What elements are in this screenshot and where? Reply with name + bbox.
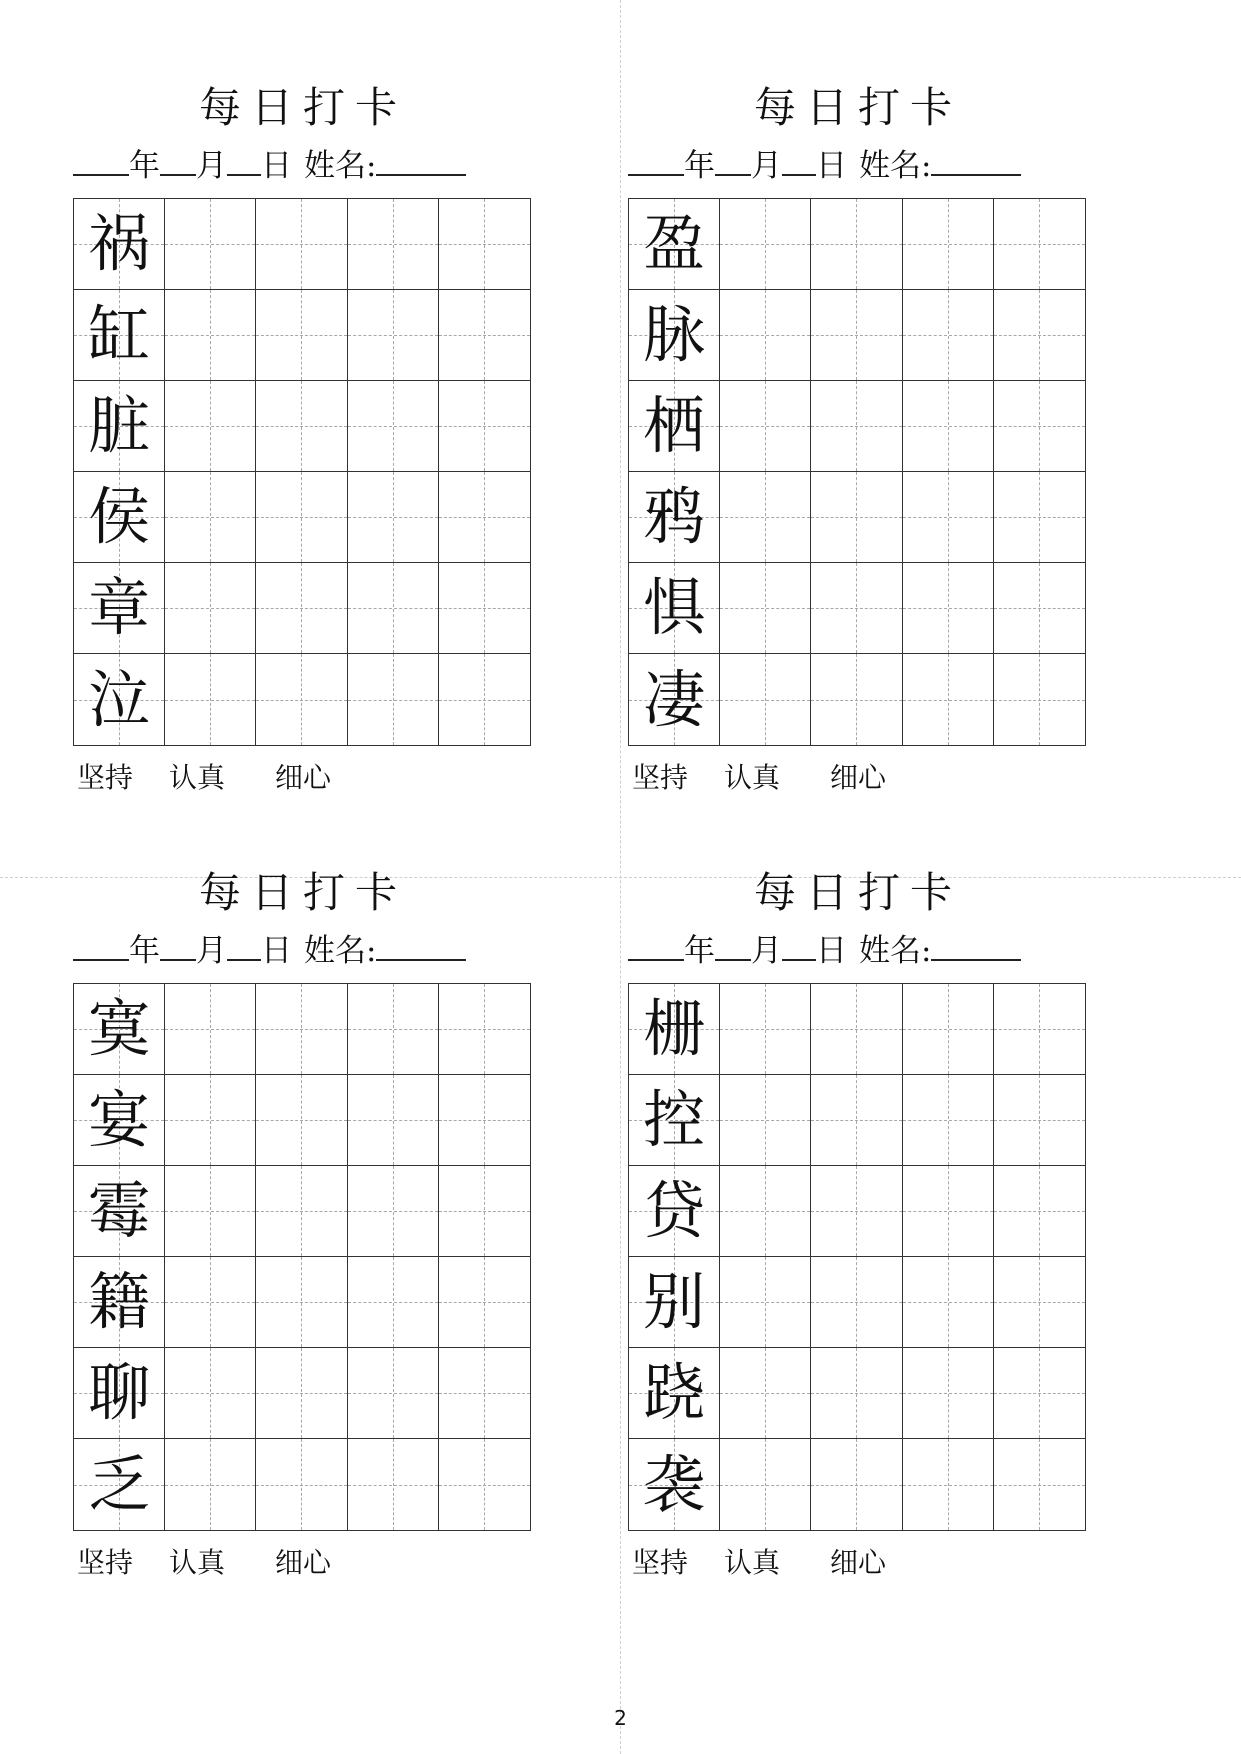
practice-cell[interactable]: [811, 1348, 902, 1439]
day-blank[interactable]: [227, 146, 261, 176]
practice-cell[interactable]: [994, 381, 1085, 472]
practice-cell[interactable]: [256, 563, 347, 654]
motto-word: 坚持: [632, 1546, 689, 1579]
model-character-cell: [74, 472, 165, 563]
practice-cell[interactable]: [256, 1439, 347, 1530]
model-character: 贷: [643, 1174, 706, 1247]
model-character-cell: [74, 654, 165, 745]
practice-cell[interactable]: [165, 1075, 256, 1166]
practice-cell[interactable]: [994, 1075, 1085, 1166]
model-character-cell: [629, 654, 720, 745]
motto-line: [628, 1545, 1088, 1581]
practice-cell[interactable]: [994, 290, 1085, 381]
month-label: 月: [196, 933, 227, 969]
practice-cell[interactable]: [720, 563, 811, 654]
model-character: 缸: [88, 298, 151, 371]
practice-cell[interactable]: [348, 1257, 439, 1348]
practice-cell[interactable]: [903, 381, 994, 472]
model-character: 章: [88, 571, 151, 644]
month-label: 月: [751, 148, 782, 184]
practice-cell[interactable]: [256, 1166, 347, 1257]
practice-cell[interactable]: [811, 199, 902, 290]
practice-cell[interactable]: [903, 199, 994, 290]
practice-cell[interactable]: [811, 1075, 902, 1166]
model-character-cell: [629, 1166, 720, 1257]
model-character: 控: [643, 1083, 706, 1156]
name-label: 姓名:: [304, 148, 377, 184]
worksheet-card: [628, 785, 1088, 1579]
year-blank[interactable]: [628, 146, 684, 176]
practice-cell[interactable]: [994, 1439, 1085, 1530]
practice-cell[interactable]: [439, 199, 530, 290]
model-character-cell: [74, 563, 165, 654]
model-character: 盈: [643, 207, 706, 280]
motto-word: 认真: [724, 1546, 781, 1579]
year-label: 年: [129, 933, 160, 969]
practice-cell[interactable]: [811, 381, 902, 472]
day-blank[interactable]: [227, 931, 261, 961]
practice-cell[interactable]: [256, 984, 347, 1075]
practice-cell[interactable]: [994, 199, 1085, 290]
model-character: 乏: [88, 1447, 151, 1521]
motto-word: 细心: [275, 761, 332, 794]
practice-cell[interactable]: [256, 1348, 347, 1439]
motto-word: 坚持: [77, 761, 134, 794]
motto-word: 认真: [724, 761, 781, 794]
model-character-cell: [74, 1348, 165, 1439]
date-name-line: [628, 931, 1088, 971]
practice-cell[interactable]: [348, 1439, 439, 1530]
day-label: 日: [816, 933, 847, 969]
year-label: 年: [129, 148, 160, 184]
practice-cell[interactable]: [256, 199, 347, 290]
name-blank[interactable]: [376, 146, 466, 176]
practice-cell[interactable]: [903, 1257, 994, 1348]
practice-cell[interactable]: [720, 1439, 811, 1530]
model-character-cell: [74, 1257, 165, 1348]
model-character: 栖: [643, 389, 706, 462]
motto-word: 细心: [830, 1546, 887, 1579]
motto-word: 细心: [275, 1546, 332, 1579]
name-blank[interactable]: [931, 931, 1021, 961]
model-character-cell: [629, 984, 720, 1075]
practice-cell[interactable]: [165, 1166, 256, 1257]
model-character: 脏: [88, 389, 151, 462]
practice-cell[interactable]: [348, 381, 439, 472]
model-character: 宴: [88, 1083, 151, 1156]
model-character-cell: [629, 472, 720, 563]
month-blank[interactable]: [715, 931, 751, 961]
year-blank[interactable]: [73, 931, 129, 961]
practice-cell[interactable]: [811, 1439, 902, 1530]
practice-cell[interactable]: [720, 654, 811, 745]
page-number: 2: [614, 1706, 627, 1730]
practice-cell[interactable]: [720, 1348, 811, 1439]
model-character-cell: [629, 381, 720, 472]
name-label: 姓名:: [859, 933, 932, 969]
practice-cell[interactable]: [256, 1257, 347, 1348]
practice-cell[interactable]: [811, 984, 902, 1075]
date-name-line: [628, 146, 1088, 186]
practice-cell[interactable]: [439, 1257, 530, 1348]
practice-cell[interactable]: [994, 563, 1085, 654]
motto-word: 坚持: [632, 761, 689, 794]
practice-cell[interactable]: [811, 1166, 902, 1257]
worksheet-title: 每日打卡: [753, 868, 962, 917]
practice-cell[interactable]: [994, 984, 1085, 1075]
practice-cell[interactable]: [811, 563, 902, 654]
model-character: 袭: [643, 1447, 706, 1521]
year-blank[interactable]: [73, 146, 129, 176]
practice-cell[interactable]: [256, 1075, 347, 1166]
practice-grid: [73, 198, 531, 746]
worksheet-title: 每日打卡: [198, 83, 407, 132]
practice-cell[interactable]: [903, 1166, 994, 1257]
model-character-cell: [629, 1075, 720, 1166]
practice-cell[interactable]: [903, 290, 994, 381]
practice-cell[interactable]: [165, 199, 256, 290]
model-character: 脉: [643, 298, 706, 371]
practice-cell[interactable]: [720, 381, 811, 472]
practice-cell[interactable]: [439, 563, 530, 654]
motto-word: 认真: [169, 761, 226, 794]
model-character-cell: [629, 563, 720, 654]
model-character-cell: [629, 1439, 720, 1530]
practice-cell[interactable]: [811, 472, 902, 563]
practice-cell[interactable]: [994, 1348, 1085, 1439]
practice-cell[interactable]: [720, 1166, 811, 1257]
practice-cell[interactable]: [256, 381, 347, 472]
practice-cell[interactable]: [720, 472, 811, 563]
practice-cell[interactable]: [994, 1166, 1085, 1257]
practice-cell[interactable]: [165, 1439, 256, 1530]
model-character: 跷: [643, 1356, 706, 1429]
month-blank[interactable]: [715, 146, 751, 176]
name-blank[interactable]: [931, 146, 1021, 176]
practice-cell[interactable]: [903, 1348, 994, 1439]
model-character-cell: [74, 1166, 165, 1257]
practice-cell[interactable]: [994, 472, 1085, 563]
model-character-cell: [74, 1439, 165, 1530]
month-label: 月: [196, 148, 227, 184]
day-label: 日: [816, 148, 847, 184]
model-character: 泣: [88, 662, 151, 736]
practice-cell[interactable]: [348, 472, 439, 563]
practice-cell[interactable]: [348, 199, 439, 290]
practice-cell[interactable]: [165, 381, 256, 472]
practice-cell[interactable]: [165, 290, 256, 381]
model-character-cell: [629, 199, 720, 290]
date-name-line: [73, 931, 533, 971]
practice-cell[interactable]: [720, 1257, 811, 1348]
practice-cell[interactable]: [348, 1166, 439, 1257]
motto-word: 认真: [169, 1546, 226, 1579]
day-blank[interactable]: [782, 146, 816, 176]
practice-cell[interactable]: [903, 654, 994, 745]
motto-word: 坚持: [77, 1546, 134, 1579]
practice-cell[interactable]: [811, 654, 902, 745]
model-character: 惧: [643, 571, 706, 644]
model-character: 祸: [88, 207, 151, 280]
practice-cell[interactable]: [165, 1348, 256, 1439]
year-blank[interactable]: [628, 931, 684, 961]
model-character-cell: [629, 290, 720, 381]
practice-cell[interactable]: [720, 199, 811, 290]
practice-cell[interactable]: [348, 290, 439, 381]
worksheet-title: 每日打卡: [198, 868, 407, 917]
practice-cell[interactable]: [439, 654, 530, 745]
day-label: 日: [261, 148, 292, 184]
practice-cell[interactable]: [256, 654, 347, 745]
practice-cell[interactable]: [165, 472, 256, 563]
practice-cell[interactable]: [439, 290, 530, 381]
practice-cell[interactable]: [439, 1166, 530, 1257]
practice-cell[interactable]: [439, 381, 530, 472]
practice-cell[interactable]: [348, 654, 439, 745]
model-character: 寞: [88, 992, 151, 1065]
name-label: 姓名:: [304, 933, 377, 969]
motto-word: 细心: [830, 761, 887, 794]
name-label: 姓名:: [859, 148, 932, 184]
practice-cell[interactable]: [165, 654, 256, 745]
practice-cell[interactable]: [439, 984, 530, 1075]
worksheet-card: [628, 0, 1088, 794]
practice-cell[interactable]: [994, 1257, 1085, 1348]
practice-cell[interactable]: [165, 984, 256, 1075]
model-character-cell: [74, 1075, 165, 1166]
practice-cell[interactable]: [256, 290, 347, 381]
practice-cell[interactable]: [439, 1075, 530, 1166]
practice-grid: [73, 983, 531, 1531]
practice-cell[interactable]: [439, 1439, 530, 1530]
practice-cell[interactable]: [348, 1348, 439, 1439]
day-blank[interactable]: [782, 931, 816, 961]
month-blank[interactable]: [160, 931, 196, 961]
practice-cell[interactable]: [256, 472, 347, 563]
practice-cell[interactable]: [348, 984, 439, 1075]
model-character: 栅: [643, 992, 706, 1065]
name-blank[interactable]: [376, 931, 466, 961]
practice-cell[interactable]: [903, 1075, 994, 1166]
model-character-cell: [629, 1257, 720, 1348]
practice-cell[interactable]: [903, 472, 994, 563]
year-label: 年: [684, 933, 715, 969]
year-label: 年: [684, 148, 715, 184]
worksheet-title: 每日打卡: [753, 83, 962, 132]
practice-cell[interactable]: [348, 1075, 439, 1166]
practice-cell[interactable]: [439, 1348, 530, 1439]
model-character: 凄: [643, 662, 706, 736]
practice-cell[interactable]: [903, 984, 994, 1075]
practice-cell[interactable]: [811, 1257, 902, 1348]
model-character-cell: [629, 1348, 720, 1439]
practice-cell[interactable]: [720, 984, 811, 1075]
practice-cell[interactable]: [165, 563, 256, 654]
practice-grid: [628, 983, 1086, 1531]
model-character: 别: [643, 1265, 706, 1338]
practice-cell[interactable]: [720, 290, 811, 381]
practice-grid: [628, 198, 1086, 746]
month-blank[interactable]: [160, 146, 196, 176]
model-character-cell: [74, 199, 165, 290]
day-label: 日: [261, 933, 292, 969]
model-character: 霉: [88, 1174, 151, 1247]
practice-cell[interactable]: [903, 1439, 994, 1530]
model-character-cell: [74, 984, 165, 1075]
worksheet-card: [73, 785, 533, 1579]
month-label: 月: [751, 933, 782, 969]
date-name-line: [73, 146, 533, 186]
practice-cell[interactable]: [439, 472, 530, 563]
worksheet-card: [73, 0, 533, 794]
model-character: 聊: [88, 1356, 151, 1429]
motto-line: [73, 1545, 533, 1581]
model-character: 鸦: [643, 480, 706, 553]
practice-cell[interactable]: [348, 563, 439, 654]
model-character-cell: [74, 290, 165, 381]
practice-cell[interactable]: [903, 563, 994, 654]
model-character: 侯: [88, 480, 151, 553]
practice-cell[interactable]: [994, 654, 1085, 745]
model-character: 籍: [88, 1265, 151, 1338]
practice-cell[interactable]: [720, 1075, 811, 1166]
practice-cell[interactable]: [811, 290, 902, 381]
practice-cell[interactable]: [165, 1257, 256, 1348]
model-character-cell: [74, 381, 165, 472]
